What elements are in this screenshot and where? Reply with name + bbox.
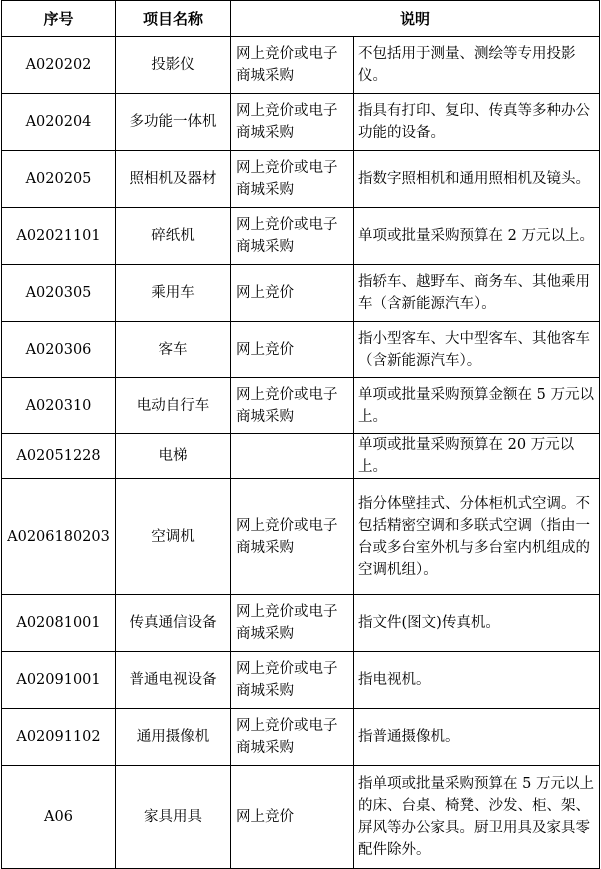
item-description: 单项或批量采购预算在 2 万元以上。 — [354, 208, 600, 265]
procurement-method — [231, 434, 354, 479]
item-name: 客车 — [116, 322, 231, 378]
procurement-method: 网上竞价或电子商城采购 — [231, 151, 354, 208]
item-code: A06 — [2, 766, 116, 869]
item-code: A02081001 — [2, 595, 116, 652]
item-name: 电动自行车 — [116, 378, 231, 434]
table-row — [2, 709, 600, 766]
item-name: 碎纸机 — [116, 208, 231, 265]
item-code: A020310 — [2, 378, 116, 434]
item-description: 指分体壁挂式、分体柜机式空调。不包括精密空调和多联式空调（指由一台或多台室外机与多台室内机组成的空调机组）。 — [354, 479, 600, 595]
table-row — [2, 37, 600, 94]
item-code: A02051228 — [2, 434, 116, 479]
item-code: A020205 — [2, 151, 116, 208]
table-row — [2, 322, 600, 378]
item-description: 指具有打印、复印、传真等多种办公功能的设备。 — [354, 94, 600, 151]
procurement-method: 网上竞价或电子商城采购 — [231, 208, 354, 265]
header-code: 序号 — [2, 1, 116, 37]
item-description: 不包括用于测量、测绘等专用投影仪。 — [354, 37, 600, 94]
item-description: 指电视机。 — [354, 652, 600, 709]
item-name: 家具用具 — [116, 766, 231, 869]
procurement-method: 网上竞价或电子商城采购 — [231, 595, 354, 652]
procurement-method: 网上竞价或电子商城采购 — [231, 378, 354, 434]
item-code: A02021101 — [2, 208, 116, 265]
item-description: 指文件(图文)传真机。 — [354, 595, 600, 652]
procurement-method: 网上竞价或电子商城采购 — [231, 709, 354, 766]
item-name: 投影仪 — [116, 37, 231, 94]
item-name: 乘用车 — [116, 265, 231, 322]
item-name: 电梯 — [116, 434, 231, 479]
item-name: 传真通信设备 — [116, 595, 231, 652]
table-row — [2, 94, 600, 151]
item-code: A020305 — [2, 265, 116, 322]
item-description: 指数字照相机和通用照相机及镜头。 — [354, 151, 600, 208]
item-name: 多功能一体机 — [116, 94, 231, 151]
table-row — [2, 652, 600, 709]
item-code: A020306 — [2, 322, 116, 378]
item-description: 指小型客车、大中型客车、其他客车（含新能源汽车）。 — [354, 322, 600, 378]
header-item-name: 项目名称 — [116, 1, 231, 37]
table-row — [2, 766, 600, 869]
table-row — [2, 434, 600, 479]
item-name: 通用摄像机 — [116, 709, 231, 766]
procurement-method: 网上竞价 — [231, 766, 354, 869]
item-code: A020204 — [2, 94, 116, 151]
table-row — [2, 208, 600, 265]
item-code: A02091001 — [2, 652, 116, 709]
procurement-method: 网上竞价 — [231, 322, 354, 378]
procurement-method: 网上竞价或电子商城采购 — [231, 94, 354, 151]
item-name: 照相机及器材 — [116, 151, 231, 208]
item-name: 普通电视设备 — [116, 652, 231, 709]
procurement-catalog-table — [1, 0, 600, 869]
table-row — [2, 479, 600, 595]
item-description: 单项或批量采购预算在 20 万元以上。 — [354, 434, 600, 479]
header-note: 说明 — [231, 1, 600, 37]
table-body — [2, 37, 600, 869]
item-code: A0206180203 — [2, 479, 116, 595]
item-name: 空调机 — [116, 479, 231, 595]
table-row — [2, 265, 600, 322]
procurement-method: 网上竞价或电子商城采购 — [231, 37, 354, 94]
table-row — [2, 595, 600, 652]
table-row — [2, 378, 600, 434]
table-row — [2, 151, 600, 208]
procurement-method: 网上竞价或电子商城采购 — [231, 479, 354, 595]
item-description: 单项或批量采购预算金额在 5 万元以上。 — [354, 378, 600, 434]
procurement-method: 网上竞价或电子商城采购 — [231, 652, 354, 709]
item-description: 指轿车、越野车、商务车、其他乘用车（含新能源汽车）。 — [354, 265, 600, 322]
item-description: 指普通摄像机。 — [354, 709, 600, 766]
item-description: 指单项或批量采购预算在 5 万元以上的床、台桌、椅凳、沙发、柜、架、屏风等办公家具。厨卫用具及家具零配件除外。 — [354, 766, 600, 869]
procurement-method: 网上竞价 — [231, 265, 354, 322]
table-header-row — [2, 1, 600, 37]
item-code: A02091102 — [2, 709, 116, 766]
item-code: A020202 — [2, 37, 116, 94]
